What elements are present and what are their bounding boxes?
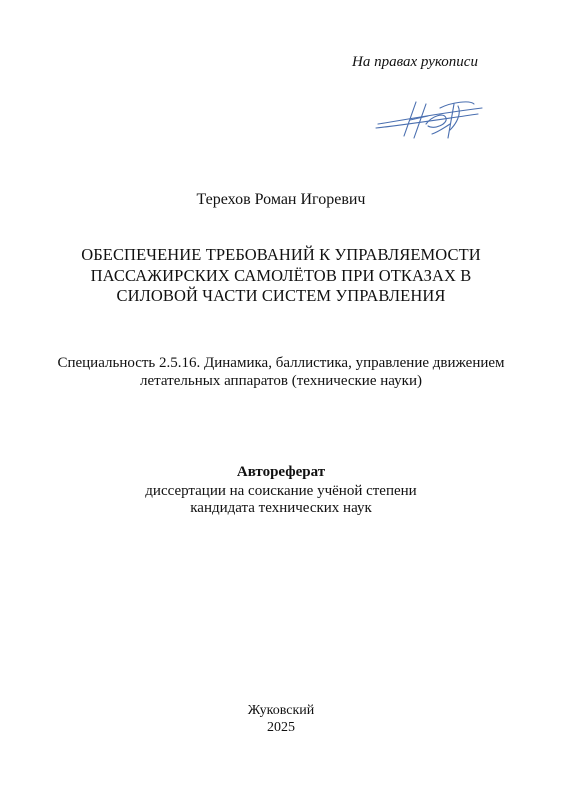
signature-image: [374, 94, 486, 144]
abstract-heading: Автореферат: [236, 464, 326, 480]
specialty-line-2: летательных аппаратов (технические науки): [140, 373, 422, 389]
degree-line-1: диссертации на соискание учёной степени: [145, 483, 417, 499]
title-line-2: ПАССАЖИРСКИХ САМОЛЁТОВ ПРИ ОТКАЗАХ В: [90, 266, 472, 285]
title-line-1: ОБЕСПЕЧЕНИЕ ТРЕБОВАНИЙ К УПРАВЛЯЕМОСТИ: [81, 245, 481, 264]
city: Жуковский: [247, 703, 315, 718]
specialty-line-1: Специальность 2.5.16. Динамика, баллистика, управление движением: [57, 355, 505, 371]
year: 2025: [267, 720, 295, 735]
degree-line-2: кандидата технических наук: [190, 500, 372, 516]
title-line-3: СИЛОВОЙ ЧАСТИ СИСТЕМ УПРАВЛЕНИЯ: [116, 286, 446, 305]
author-name: Терехов Роман Игоревич: [196, 191, 366, 208]
rights-note: На правах рукописи: [352, 54, 478, 70]
